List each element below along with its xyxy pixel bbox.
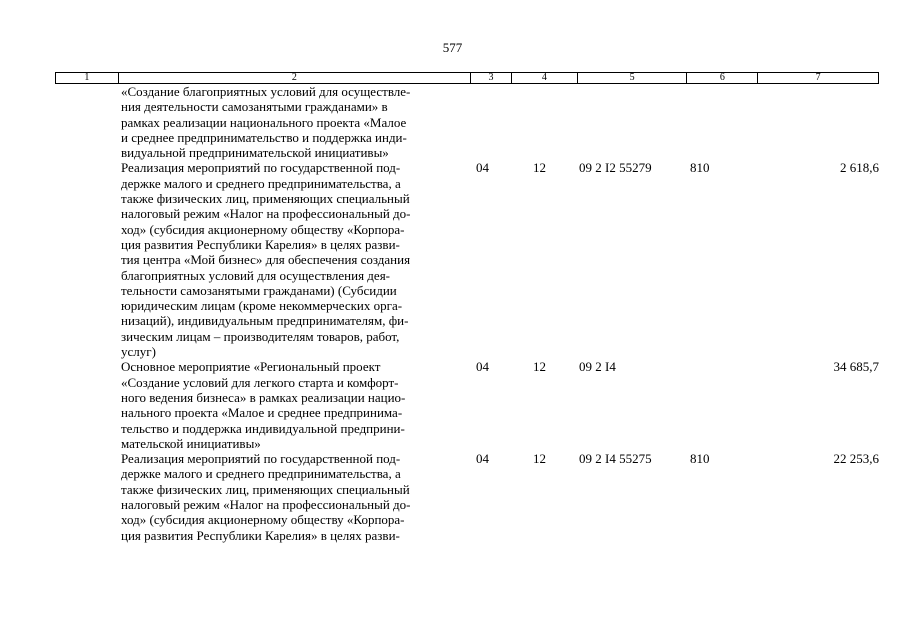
row-section	[470, 84, 511, 160]
row-expense-type: 810	[690, 160, 710, 176]
table-body	[55, 84, 879, 543]
row-description: Реализация мероприятий по государственной под- держке малого и среднего предпринимательства, а также физических лиц, применяющих специальный налоговый режим «Налог на профессиональный до- ход» (субсидия акционерному обществу «Корпора- ция развития Республики Карелия» в целях разви- тия центра «Мой бизнес» для обеспечения создания благоприятных условий для осуществления дея- тельности самозанятыми гражданами) (Субсидии юридическим лицам (кроме некоммерческих орга- низаций), индивидуальным предпринимателям, фи- зическим лицам – производителям товаров, работ, услуг)	[121, 160, 411, 360]
row-expense-type	[687, 359, 758, 451]
header-col-3: 3	[470, 73, 511, 83]
row-amount	[758, 84, 879, 160]
header-col-7: 7	[757, 73, 878, 83]
row-expense-type: 810	[690, 451, 710, 467]
page-number: 577	[442, 40, 463, 55]
row-target-article	[577, 84, 687, 160]
row-subsection	[511, 84, 577, 160]
row-expense-type	[687, 84, 758, 160]
row-subsection: 12	[533, 359, 546, 375]
row-description: Основное мероприятие «Региональный проект «Создание условий для легкого старта и комфорт- ного ведения бизнеса» в рамках реализации нацио- нального проекта «Малое и среднее предпринима- тельство и поддержка индивидуальной предприни- мательской инициативы»	[121, 359, 406, 451]
header-col-1: 1	[84, 72, 90, 83]
header-col-5: 5	[577, 73, 687, 83]
row-subsection: 12	[533, 451, 546, 467]
table-header-row	[55, 72, 879, 84]
row-target-article: 09 2 I2 55279	[579, 160, 652, 176]
row-amount: 22 253,6	[833, 451, 879, 467]
header-col-4: 4	[511, 73, 577, 83]
row-subsection: 12	[533, 160, 546, 176]
row-section: 04	[476, 359, 489, 375]
row-section: 04	[476, 451, 489, 467]
budget-table	[55, 72, 879, 543]
table-row	[55, 160, 879, 359]
row-amount: 2 618,6	[840, 160, 879, 176]
table-row	[55, 84, 879, 160]
row-target-article: 09 2 I4 55275	[579, 451, 652, 467]
table-row	[55, 359, 879, 451]
table-row	[55, 451, 879, 543]
row-amount: 34 685,7	[833, 359, 879, 375]
header-col-2: 2	[118, 73, 470, 83]
row-description: Реализация мероприятий по государственной под- держке малого и среднего предпринимательства, а также физических лиц, применяющих специальный налоговый режим «Налог на профессиональный до- ход» (субсидия акционерному обществу «Корпора- ция развития Республики Карелия» в целях разви-	[121, 451, 411, 543]
row-target-article: 09 2 I4	[579, 359, 616, 375]
row-description: «Создание благоприятных условий для осуществле- ния деятельности самозанятыми гражданами» в рамках реализации национального проекта «Малое и среднее предпринимательство и поддержка инди- видуальной предпринимательской инициативы»	[121, 84, 411, 161]
header-col-6: 6	[686, 73, 757, 83]
row-section: 04	[476, 160, 489, 176]
